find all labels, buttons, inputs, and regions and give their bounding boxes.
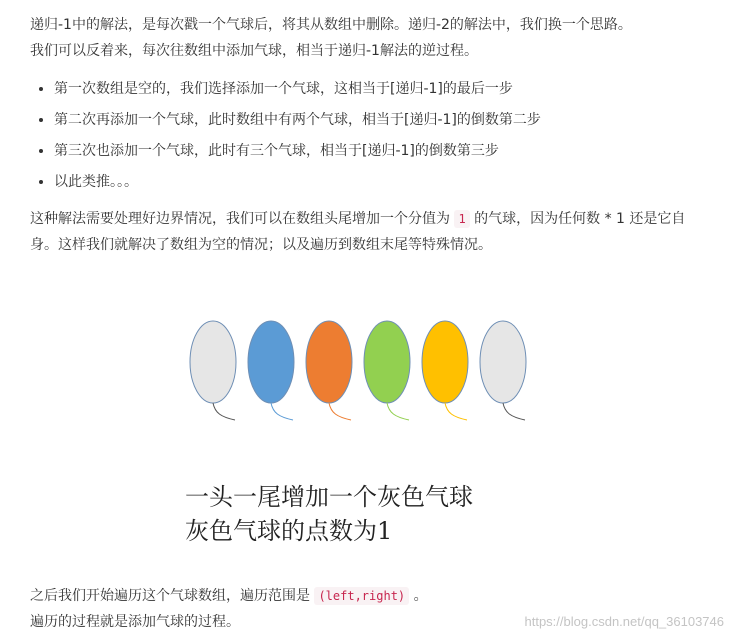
intro-line-1: 递归-1中的解法，是每次戳一个气球后，将其从数组中删除。递归-2的解法中，我们换一个思路。 xyxy=(30,17,632,33)
inline-code-one: 1 xyxy=(454,210,469,228)
traverse-section xyxy=(30,583,428,635)
balloon xyxy=(480,321,526,420)
article-body xyxy=(30,12,710,258)
caption-line-1: 一头一尾增加一个灰色气球 xyxy=(185,483,473,511)
list-item: • 第一次数组是空的，我们选择添加一个气球，这相当于[递归-1]的最后一步 xyxy=(54,74,710,105)
traverse-text-after: 。 xyxy=(413,588,428,604)
traverse-text-before: 之后我们开始遍历这个气球数组，遍历范围是 xyxy=(30,588,310,604)
caption-line-2: 灰色气球的点数为1 xyxy=(185,517,393,545)
list-item: • 第二次再添加一个气球，此时数组中有两个气球，相当于[递归-1]的倒数第二步 xyxy=(54,105,710,136)
boundary-paragraph xyxy=(30,206,710,258)
intro-line-2: 我们可以反着来，每次往数组中添加气球，相当于递归-1解法的逆过程。 xyxy=(30,43,478,59)
figure-caption xyxy=(185,480,473,548)
boundary-text-before: 这种解法需要处理好边界情况，我们可以在数组头尾增加一个分值为 xyxy=(30,211,450,227)
list-item: • 以此类推。。。 xyxy=(54,167,710,198)
balloon xyxy=(248,321,294,420)
balloons-illustration xyxy=(180,315,580,475)
balloon xyxy=(422,321,468,420)
intro-paragraph xyxy=(30,12,710,64)
balloon xyxy=(306,321,352,420)
balloon xyxy=(190,321,236,420)
inline-code-range: (left,right) xyxy=(314,587,409,605)
balloon xyxy=(364,321,410,420)
balloon-figure xyxy=(180,315,580,570)
process-paragraph: 遍历的过程就是添加气球的过程。 xyxy=(30,614,240,630)
steps-list xyxy=(30,74,710,198)
traverse-paragraph xyxy=(30,583,428,609)
list-item: • 第三次也添加一个气球，此时有三个气球，相当于[递归-1]的倒数第三步 xyxy=(54,136,710,167)
boundary-text-after: 的气球，因为任何数 * 1 还是它自身。这样我们就解决了数组为空的情况；以及遍历到数组末尾等特殊情况。 xyxy=(30,211,686,253)
watermark: https://blog.csdn.net/qq_36103746 xyxy=(524,614,724,629)
